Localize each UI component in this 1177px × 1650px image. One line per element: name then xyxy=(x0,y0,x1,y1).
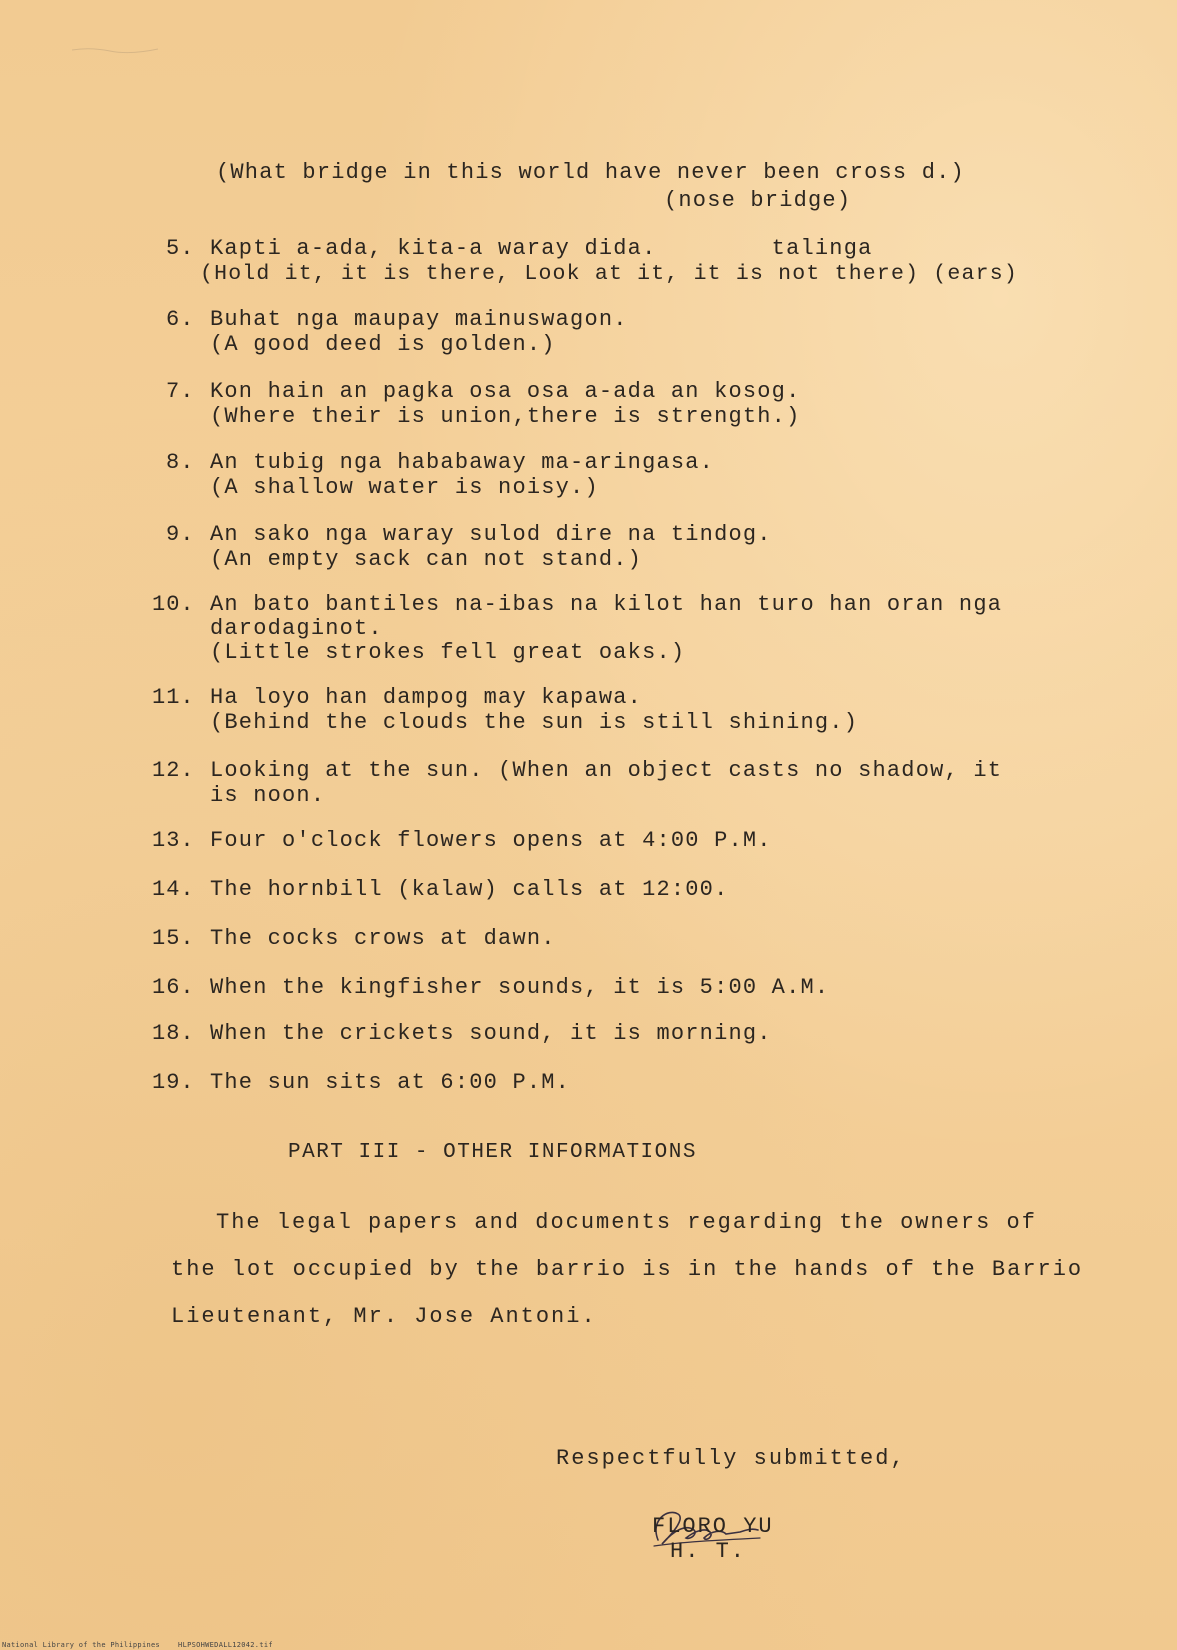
item-number: 6. xyxy=(166,307,195,332)
corner-smudge xyxy=(70,46,160,54)
riddle-question: (What bridge in this world have never been cross d.) xyxy=(216,160,965,185)
section-heading: PART III - OTHER INFORMATIONS xyxy=(288,1141,697,1164)
item-number: 9. xyxy=(166,522,195,547)
item-translation: (Hold it, it is there, Look at it, it is not there) (ears) xyxy=(200,262,1018,286)
item-text: When the crickets sound, it is morning. xyxy=(210,1021,772,1046)
item-text: Buhat nga maupay mainuswagon. xyxy=(210,307,628,332)
item-text: An tubig nga hababaway ma-aringasa. xyxy=(210,450,715,475)
paragraph-line: Lieutenant, Mr. Jose Antoni. xyxy=(171,1304,597,1329)
item-number: 11. xyxy=(152,685,195,710)
item-number: 10. xyxy=(152,592,195,617)
archive-footer: National Library of the Philippines HLPSOHWEDALL12042.tif xyxy=(2,1641,273,1649)
item-translation: (Little strokes fell great oaks.) xyxy=(210,640,686,665)
item-translation: (Behind the clouds the sun is still shining.) xyxy=(210,710,859,735)
item-number: 19. xyxy=(152,1070,195,1095)
signatory-name: FLORO YU xyxy=(652,1514,774,1539)
item-translation: (A good deed is golden.) xyxy=(210,332,556,357)
item-translation: (A shallow water is noisy.) xyxy=(210,475,599,500)
item-text: Kon hain an pagka osa osa a-ada an kosog. xyxy=(210,379,801,404)
paragraph-line: the lot occupied by the barrio is in the hands of the Barrio xyxy=(171,1257,1084,1282)
item-translation: (An empty sack can not stand.) xyxy=(210,547,643,572)
item-text: Looking at the sun. (When an object casts no shadow, it xyxy=(210,758,1003,783)
item-number: 16. xyxy=(152,975,195,1000)
item-text: An bato bantiles na-ibas na kilot han turo han oran nga xyxy=(210,592,1003,617)
item-text: The hornbill (kalaw) calls at 12:00. xyxy=(210,877,729,902)
paragraph-line: The legal papers and documents regarding the owners of xyxy=(216,1210,1037,1235)
item-number: 15. xyxy=(152,926,195,951)
item-text: Ha loyo han dampog may kapawa. xyxy=(210,685,643,710)
closing-phrase: Respectfully submitted, xyxy=(556,1446,906,1471)
item-text-cont: is noon. xyxy=(210,783,326,808)
item-number: 8. xyxy=(166,450,195,475)
item-number: 7. xyxy=(166,379,195,404)
signatory-title: H. T. xyxy=(670,1539,747,1564)
item-text: Kapti a-ada, kita-a waray dida. talinga xyxy=(210,236,873,261)
item-text: When the kingfisher sounds, it is 5:00 A.M. xyxy=(210,975,830,1000)
item-text: An sako nga waray sulod dire na tindog. xyxy=(210,522,772,547)
item-text: Four o'clock flowers opens at 4:00 P.M. xyxy=(210,828,772,853)
item-text-cont: darodaginot. xyxy=(210,616,383,641)
item-number: 12. xyxy=(152,758,195,783)
item-translation: (Where their is union,there is strength.) xyxy=(210,404,801,429)
item-text: The sun sits at 6:00 P.M. xyxy=(210,1070,571,1095)
item-text: The cocks crows at dawn. xyxy=(210,926,556,951)
item-number: 14. xyxy=(152,877,195,902)
item-number: 18. xyxy=(152,1021,195,1046)
item-number: 5. xyxy=(166,236,195,261)
item-number: 13. xyxy=(152,828,195,853)
riddle-answer: (nose bridge) xyxy=(664,188,852,213)
